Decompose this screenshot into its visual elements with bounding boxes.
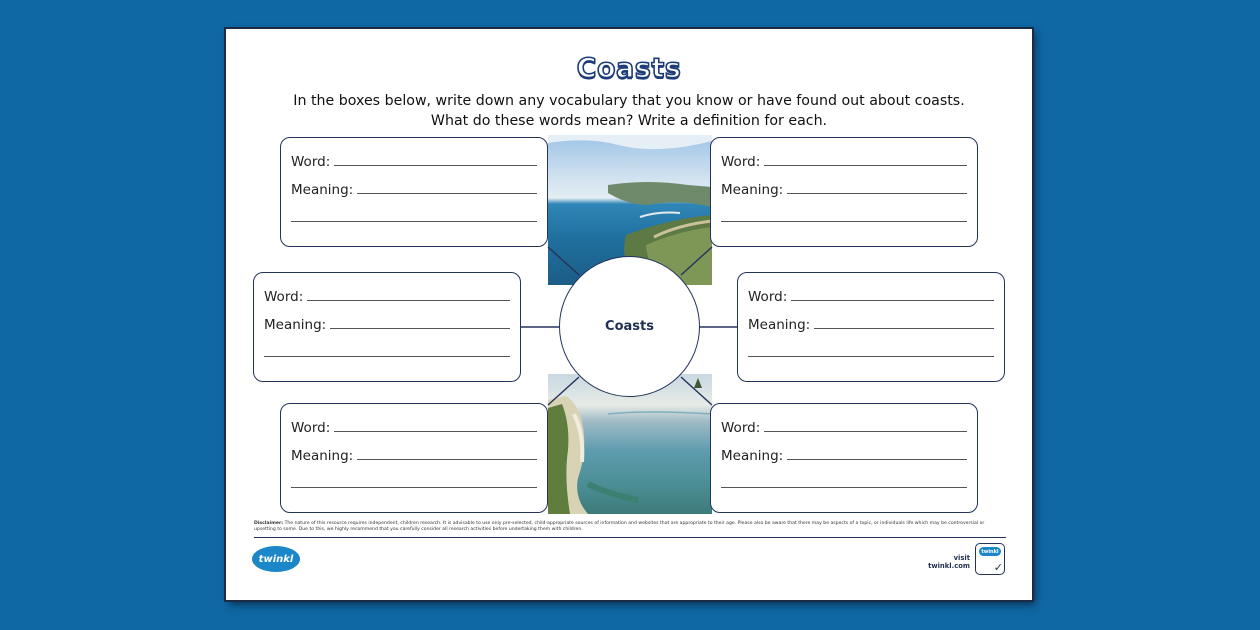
badge-logo: twinkl: [979, 547, 1001, 556]
extra-line-field[interactable]: [721, 470, 967, 492]
meaning-line: [814, 328, 994, 329]
meaning-line: [787, 459, 967, 460]
extra-line: [721, 487, 967, 488]
vocab-box-bottom-left[interactable]: [280, 403, 548, 513]
extra-line: [721, 221, 967, 222]
vocab-box-top-left[interactable]: [280, 137, 548, 247]
meaning-field[interactable]: [748, 311, 994, 333]
word-label: Word:: [264, 289, 304, 305]
word-field[interactable]: [748, 283, 994, 305]
meaning-label: Meaning:: [264, 317, 327, 333]
word-line: [791, 300, 994, 301]
word-label: Word:: [291, 154, 331, 170]
word-label: Word:: [748, 289, 788, 305]
word-line: [334, 165, 537, 166]
word-field[interactable]: [291, 414, 537, 436]
meaning-line: [330, 328, 510, 329]
vocab-box-bottom-right[interactable]: [710, 403, 978, 513]
word-label: Word:: [721, 420, 761, 436]
instruction-line-1: In the boxes below, write down any vocabulary that you know or have found out about coasts.: [293, 93, 965, 109]
meaning-field[interactable]: [291, 176, 537, 198]
worksheet-title: Coasts: [576, 53, 682, 84]
extra-line: [291, 487, 537, 488]
meaning-field[interactable]: [291, 442, 537, 464]
word-label: Word:: [721, 154, 761, 170]
word-line: [307, 300, 510, 301]
meaning-field[interactable]: [721, 442, 967, 464]
meaning-line: [787, 193, 967, 194]
central-topic-circle: [559, 256, 700, 397]
worksheet-page: [226, 29, 1032, 600]
meaning-field[interactable]: [264, 311, 510, 333]
word-line: [764, 165, 967, 166]
meaning-label: Meaning:: [291, 182, 354, 198]
word-line: [334, 431, 537, 432]
meaning-line: [357, 459, 537, 460]
meaning-label: Meaning:: [721, 182, 784, 198]
meaning-line: [357, 193, 537, 194]
extra-line: [291, 221, 537, 222]
word-field[interactable]: [291, 148, 537, 170]
meaning-label: Meaning:: [748, 317, 811, 333]
extra-line-field[interactable]: [291, 204, 537, 226]
instruction-line-2: What do these words mean? Write a definition for each.: [430, 113, 828, 129]
footer-divider: [254, 537, 1006, 538]
extra-line-field[interactable]: [264, 339, 510, 361]
quality-badge-icon: [975, 543, 1005, 575]
word-field[interactable]: [721, 414, 967, 436]
word-label: Word:: [291, 420, 331, 436]
extra-line: [264, 356, 510, 357]
visit-link[interactable]: visit twinkl.com: [928, 554, 970, 570]
central-topic-label: Coasts: [605, 319, 654, 334]
checkmark-icon: ✓: [993, 561, 1003, 574]
word-field[interactable]: [721, 148, 967, 170]
word-field[interactable]: [264, 283, 510, 305]
extra-line-field[interactable]: [748, 339, 994, 361]
disclaimer-text: The nature of this resource requires independent, children research. It is advisable to use only pre-selected, child-appropriate sources of information and websites that are appropriate to their age. Please also be aware that there may be aspects of a topic, or individuals life which may be controversial or upsetting to some. Due to this, we highly recommend that you carefully consider all research activities before undertaking them with children.: [254, 521, 985, 533]
meaning-label: Meaning:: [291, 448, 354, 464]
disclaimer: [254, 521, 1006, 534]
vocab-box-top-right[interactable]: [710, 137, 978, 247]
twinkl-logo-text: twinkl: [258, 553, 294, 565]
extra-line-field[interactable]: [291, 470, 537, 492]
extra-line: [748, 356, 994, 357]
disclaimer-heading: Disclaimer:: [254, 521, 284, 526]
twinkl-logo[interactable]: [252, 546, 300, 572]
vocab-box-middle-left[interactable]: [253, 272, 521, 382]
meaning-label: Meaning:: [721, 448, 784, 464]
vocab-box-middle-right[interactable]: [737, 272, 1005, 382]
word-line: [764, 431, 967, 432]
meaning-field[interactable]: [721, 176, 967, 198]
extra-line-field[interactable]: [721, 204, 967, 226]
